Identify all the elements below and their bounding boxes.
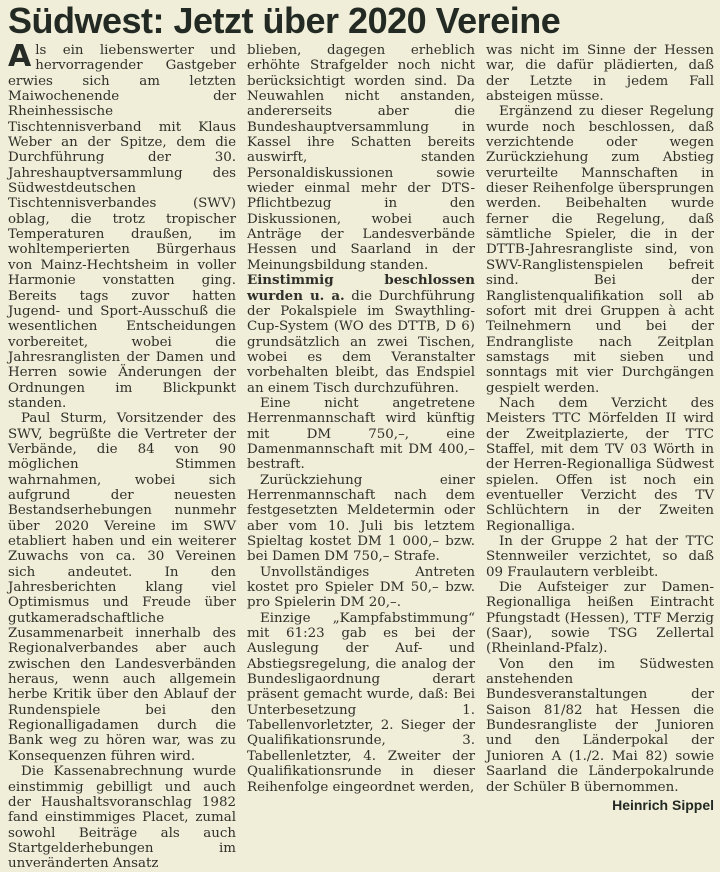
article-paragraph: Als ein liebenswerter und hervorragender Gastgeber erwies sich am letzten Maiwochenende der Rheinhessische Tischtennisverband mit Klaus Weber an der Spitze, dem die Durchführung der 30. Jahreshauptversammlung des Südwestdeutschen Tischtennisverbandes (SWV) oblag, die trotz tropischer Temperaturen draußen, im wohltemperierten Bürgerhaus von Mainz-Hechtsheim in voller Harmonie vonstatten ging. Bereits tags zuvor hatten Jugend- und Sport-Ausschuß die wesentlichen Entscheidungen vorbereitet, wobei die Jahresranglisten der Damen und Herren sowie Änderungen der Ordnungen im Blickpunkt standen. <box>8 39 236 411</box>
article-columns <box>8 39 714 872</box>
article-paragraph: In der Gruppe 2 hat der TTC Stennweiler verzichtet, so daß 09 Fraulautern verbleibt. <box>486 534 714 580</box>
article-paragraph: Die Kassenabrechnung wurde einstimmig gebilligt und auch der Haushaltsvoranschlag 1982 fand einstimmiges Placet, zumal sowohl Beiträge als auch Startgelderhebungen im unveränderten Ansatz <box>8 764 236 872</box>
author-byline: Heinrich Sippel <box>612 796 714 813</box>
article-column-1 <box>8 39 236 872</box>
drop-cap: A <box>8 39 32 74</box>
article-paragraph: Paul Sturm, Vorsitzender des SWV, begrüßte die Vertreter der Verbände, die 84 von 90 möglichen Stimmen wahrnahmen, wobei sich aufgrund der neuesten Bestandserhebungen nunmehr über 2020 Vereine im SWV etabliert haben und ein weiterer Zuwachs von ca. 30 Vereinen sich andeutet. In den Jahresberichten klang viel Optimismus und Freude über gutkameradschaftliche Zusammenarbeit innerhalb des Regionalverbandes aber auch zwischen den Landesverbänden heraus, wenn auch allgemein herbe Kritik über den Ablauf der Rundenspiele bei den Regionalligadamen durch die Bank weg zu hören war, was zu Konsequenzen führen wird. <box>8 411 236 764</box>
article-paragraph: Von den im Südwesten anstehenden Bundesveranstaltungen der Saison 81/82 hat Hessen die Bundesrangliste der Junioren und den Länderpokal der Junioren A (1./2. Mai 82) sowie Saarland die Länderpokalrunde der Schüler B übernommen. <box>486 656 714 795</box>
bold-lead: Einstimmig beschlossen wurden u. a. <box>247 272 475 304</box>
article-column-2 <box>247 43 475 872</box>
article-paragraph: Unvollständiges Antreten kostet pro Spieler DM 50,– bzw. pro Spielerin DM 20,–. <box>247 564 475 611</box>
article-paragraph: was nicht im Sinne der Hessen war, die dafür plädierten, daß der Letzte in jedem Fall absteigen müsse. <box>486 43 714 105</box>
article-paragraph: Ergänzend zu dieser Regelung wurde noch beschlossen, daß verzichtende oder wegen Zurückziehung zum Abstieg verurteilte Mannschaften in dieser Reihenfolge übersprungen werden. Beibehalten wurde ferner die Regelung, daß sämtliche Spieler, die in der DTTB-Jahresrangliste sind, von SWV-Ranglistenspielen befreit sind. Bei der Ranglistenqualifikation soll ab sofort mit drei Gruppen à acht Teilnehmern und bei der Endrangliste nach Zeitplan samstags mit sieben und sonntags mit vier Durchgängen gespielt werden. <box>486 104 714 396</box>
article-paragraph: blieben, dagegen erheblich erhöhte Strafgelder noch nicht berücksichtigt worden sind. Da Neuwahlen nicht anstanden, andererseits aber die Bundeshauptversammlung in Kassel ihre Schatten bereits auswirft, standen Personaldiskussionen sowie wieder einmal mehr der DTS-Pflichtbezug in den Diskussionen, wobei auch Anträge der Landesverbände Hessen und Saarland in der Meinungsbildung standen. <box>247 43 475 273</box>
article-paragraph: Die Aufsteiger zur Damen-Regionalliga heißen Eintracht Pfungstadt (Hessen), TTF Merzig (Saar), sowie TSG Zellertal (Rheinland-Pfalz). <box>486 580 714 657</box>
article-paragraph: Nach dem Verzicht des Meisters TTC Mörfelden II wird der Zweitplazierte, der TTC Staffel, mit dem TV 03 Wörth in der Herren-Regionalliga Südwest spielen. Offen ist noch ein eventueller Verzicht des TV Schlüchtern in der Zweiten Regionalliga. <box>486 395 714 534</box>
article-column-3 <box>486 43 714 872</box>
article-paragraph: Eine nicht angetretene Herrenmannschaft wird künftig mit DM 750,–, eine Damenmannschaft mit DM 400,– bestraft. <box>247 395 475 473</box>
article-headline: Südwest: Jetzt über 2020 Vereine <box>8 0 561 41</box>
article-paragraph: Zurückziehung einer Herrenmannschaft nach dem festgesetzten Meldetermin oder aber vom 10. Juli bis letztem Spieltag kostet DM 1 000,– bzw. bei Damen DM 750,– Strafe. <box>247 472 475 565</box>
article-paragraph: Einzige „Kampfabstimmung“ mit 61:23 gab es bei der Auslegung der Auf- und Abstiegsregelung, die analog der Bundesligaordnung derart präsent gemacht wurde, daß: Bei Unterbesetzung 1. Tabellenvorletzter, 2. Sieger der Qualifikationsrunde, 3. Tabellenletzter, 4. Zweiter der Qualifikationsrunde in dieser Reihenfolge eingeordnet werden, <box>247 610 475 795</box>
article-paragraph: Einstimmig beschlossen wurden u. a. die Durchführung der Pokalspiele im Swaythling-Cup-System (WO des DTTB, D 6) grundsätzlich an zwei Tischen, wobei es dem Veranstalter vorbehalten bleibt, das Endspiel an einem Tisch durchzuführen. <box>247 272 476 396</box>
